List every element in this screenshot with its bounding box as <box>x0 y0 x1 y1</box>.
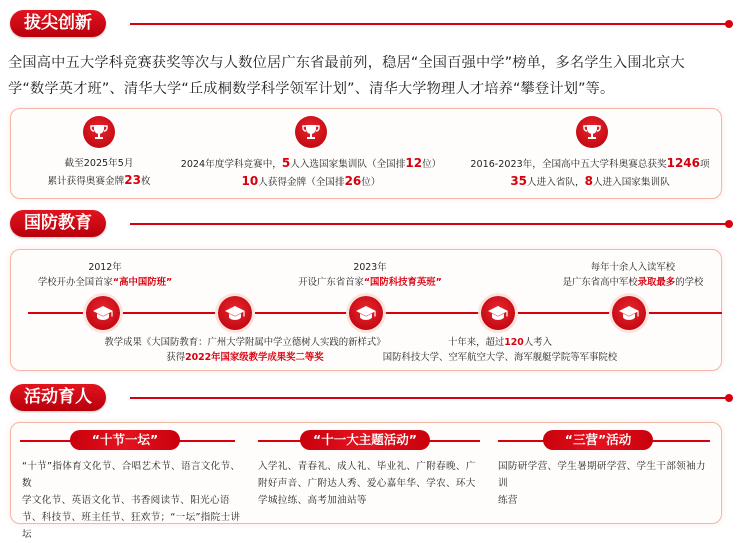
trophy-icon <box>295 116 327 148</box>
section-divider <box>130 223 732 225</box>
activity-desc-eleven-themes: 入学礼、青春礼、成人礼、毕业礼、广附春晚、广 附好声音、广附达人秀、爱心嘉年华、学农、环大 学城拉练、高考加油站等 <box>258 461 476 506</box>
milestone-text: 十年来，超过120人考入 <box>448 337 552 348</box>
stat-text: 35人进入省队，8人进入国家集训队 <box>510 174 670 188</box>
stat-text: 2016-2023年，全国高中五大学科奥赛总获奖1246项 <box>470 156 710 170</box>
graduation-cap-icon <box>349 296 383 330</box>
timeline-milestone-2012 <box>20 260 190 290</box>
section-divider <box>130 397 732 399</box>
milestone-year: 每年十余人入读军校 <box>590 262 676 273</box>
graduation-cap-icon <box>612 296 646 330</box>
stat-2016-2023-olympiad <box>459 155 721 191</box>
section-header-activities <box>10 384 732 411</box>
section-header-defense <box>10 210 732 237</box>
milestone-text: 教学成果《大国防教育：广州大学附属中学立德树人实践的新样式》 <box>104 337 386 348</box>
stat-text: 累计获得奥赛金牌23枚 <box>47 173 151 187</box>
timeline-milestone-military <box>548 260 718 290</box>
timeline-military-admissions <box>370 335 630 365</box>
milestone-text: 国防科技大学、空军航空大学、海军舰艇学院等军事院校 <box>382 352 618 363</box>
milestone-text: 开设广东省首家“国防科技育英班” <box>298 277 442 288</box>
milestone-year: 2023年 <box>353 262 387 273</box>
stat-text: 10人获得金牌（全国排26位） <box>241 174 381 188</box>
graduation-cap-icon <box>86 296 120 330</box>
activity-desc-three-camps: 国防研学营、学生暑期研学营、学生干部领袖力训 练营 <box>498 461 706 506</box>
activity-title-three-camps: “三营”活动 <box>543 430 653 450</box>
activity-title-ten-festivals: “十节一坛” <box>70 430 180 450</box>
trophy-icon <box>576 116 608 148</box>
stat-text: 截至2025年5月 <box>64 158 134 169</box>
timeline-milestone-2023 <box>280 260 460 290</box>
trophy-icon <box>83 116 115 148</box>
section-divider <box>130 23 732 25</box>
section-header-innovation <box>10 10 732 37</box>
section-title-innovation: 拔尖创新 <box>10 10 106 37</box>
activity-title-eleven-themes: “十一大主题活动” <box>300 430 430 450</box>
milestone-text: 是广东省高中军校录取最多的学校 <box>562 277 704 288</box>
milestone-text: 学校开办全国首家“高中国防班” <box>37 277 173 288</box>
stat-gold-medals <box>29 155 169 190</box>
section-title-defense: 国防教育 <box>10 210 106 237</box>
intro-line-1: 全国高中五大学科竞赛获奖等次与人数位居广东省最前列，稳居“全国百强中学”榜单，多名学生入围北京大 <box>8 55 685 71</box>
graduation-cap-icon <box>218 296 252 330</box>
activity-desc-ten-festivals: “十节”指体育文化节、合唱艺术节、语言文化节、数 学文化节、英语文化节、书香阅读节、阳光心语 节、科技节、班主任节、狂欢节；“一坛”指院士讲坛 <box>22 461 241 540</box>
intro-paragraph <box>8 50 736 102</box>
timeline-teaching-award <box>80 335 410 365</box>
stat-text: 2024年度学科竞赛中，5人入选国家集训队（全国排12位） <box>180 156 442 170</box>
stat-2024-competition <box>161 155 461 191</box>
milestone-year: 2012年 <box>88 262 122 273</box>
section-title-activities: 活动育人 <box>10 384 106 411</box>
intro-line-2: 学“数学英才班”、清华大学“丘成桐数学科学领军计划”、清华大学物理人才培养“攀登计划”等。 <box>8 81 615 97</box>
stats-card <box>10 108 722 199</box>
graduation-cap-icon <box>481 296 515 330</box>
milestone-text: 获得2022年国家级教学成果奖二等奖 <box>166 352 324 363</box>
